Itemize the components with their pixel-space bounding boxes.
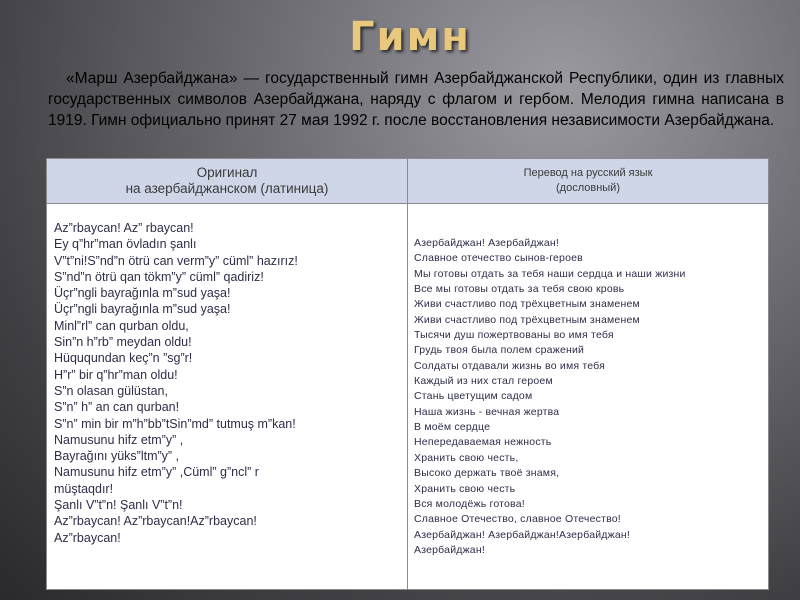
header-original: [47, 159, 408, 204]
original-lyric-line: S”n” min bir m”h”bb”tSin”md” tutmuş m”kan!: [54, 416, 296, 431]
original-lyric-line: Az”rbaycan!: [54, 530, 121, 545]
translation-lyric-line: Живи счастливо под трёхцветным знаменем: [414, 298, 640, 311]
header-translation-title: Перевод на русский язык: [523, 167, 653, 179]
translation-lyric-line: Живи счастливо под трёхцветным знаменем: [414, 313, 640, 326]
original-lyric-line: Sin”n h”rb” meydan oldu!: [54, 335, 192, 350]
anthem-table: [46, 158, 769, 590]
slide-title: Гимн: [349, 14, 471, 60]
translation-lyric-line: Славное отечество сынов-героев: [414, 252, 583, 265]
translation-cell: [408, 204, 769, 590]
translation-lyrics: [408, 204, 768, 558]
original-lyric-line: Az”rbaycan! Az”rbaycan!Az”rbaycan!: [54, 514, 257, 529]
translation-lyric-line: В моём сердце: [414, 421, 491, 434]
translation-lyric-line: Вся молодёжь готова!: [414, 497, 525, 510]
original-lyric-line: müştaqdır!: [54, 481, 114, 496]
original-lyric-line: Bayrağını yüks”ltm”y” ,: [54, 449, 180, 464]
translation-lyric-line: Хранить свою честь,: [414, 451, 519, 464]
original-lyric-line: Minl”rl” can qurban oldu,: [54, 318, 189, 333]
translation-lyric-line: Азербайджан! Азербайджан!: [414, 237, 560, 249]
header-translation: [408, 159, 769, 204]
translation-lyric-line: Наша жизнь - вечная жертва: [414, 405, 560, 418]
translation-lyric-line: Хранить свою честь: [414, 482, 516, 495]
translation-lyric-line: Славное Отечество, славное Отечество!: [414, 513, 621, 526]
original-cell: [47, 204, 408, 590]
header-original-title: Оригинал: [196, 165, 258, 180]
original-lyric-line: Üçr”ngli bayrağınla m”sud yaşa!: [54, 302, 231, 317]
header-translation-subtitle: (дословный): [556, 182, 620, 194]
original-lyric-line: Namusunu hifz etm”y” ,: [54, 432, 184, 447]
translation-lyric-line: Тысячи душ пожертвованы во имя тебя: [414, 329, 614, 342]
translation-lyric-line: Солдаты отдавали жизнь во имя тебя: [414, 359, 606, 372]
header-original-subtitle: на азербайджанском (латиница): [125, 181, 329, 196]
translation-lyric-line: Непередаваемая нежность: [414, 436, 552, 449]
translation-lyric-line: Мы готовы отдать за тебя наши сердца и наши жизни: [414, 267, 686, 280]
original-lyric-line: S”n olasan gülüstan,: [54, 383, 168, 398]
intro-paragraph: «Марш Азербайджана» — государственный гимн Азербайджанской Республики, один из главных государственных символов Азербайджана, наряду с флагом и гербом. Мелодия гимна написана в 1919. Гимн официально принят 27 мая 1992 г. после восстановления независимости Азербайджана.: [48, 70, 784, 129]
original-lyric-line: Ey q”hr”man övladın şanlı: [54, 237, 197, 252]
original-lyric-line: H”r” bir q”hr”man oldu!: [54, 367, 178, 382]
original-lyric-line: S”nd”n ötrü qan tökm”y” cüml” qadiriz!: [54, 269, 264, 284]
original-lyric-line: Namusunu hifz etm”y” ,Cüml” g”ncl” r: [54, 465, 259, 480]
original-lyrics: [47, 204, 407, 546]
translation-lyric-line: Каждый из них стал героем: [414, 375, 553, 388]
original-lyric-line: Hüququndan keç”n ”sg”r!: [54, 351, 193, 366]
translation-lyric-line: Азербайджан! Азербайджан!Азербайджан!: [414, 528, 631, 541]
translation-lyric-line: Все мы готовы отдать за тебя свою кровь: [414, 283, 625, 296]
translation-lyric-line: Стань цветущим садом: [414, 390, 533, 403]
translation-lyric-line: Азербайджан!: [414, 543, 485, 556]
translation-lyric-line: Высоко держать твоё знамя,: [414, 467, 560, 480]
table-header-row: [47, 159, 769, 204]
original-lyric-line: Üçr”ngli bayrağınla m”sud yaşa!: [54, 286, 231, 301]
translation-lyric-line: Грудь твоя была полем сражений: [414, 344, 585, 357]
original-lyric-line: Az”rbaycan! Az” rbaycan!: [54, 221, 194, 235]
table-body-row: [47, 204, 769, 590]
original-lyric-line: Şanlı V”t”n! Şanlı V”t”n!: [54, 498, 183, 513]
original-lyric-line: S”n” h” an can qurban!: [54, 400, 180, 415]
original-lyric-line: V”t”ni!S”nd”n ötrü can verm”y” cüml” hazırız!: [54, 253, 298, 268]
